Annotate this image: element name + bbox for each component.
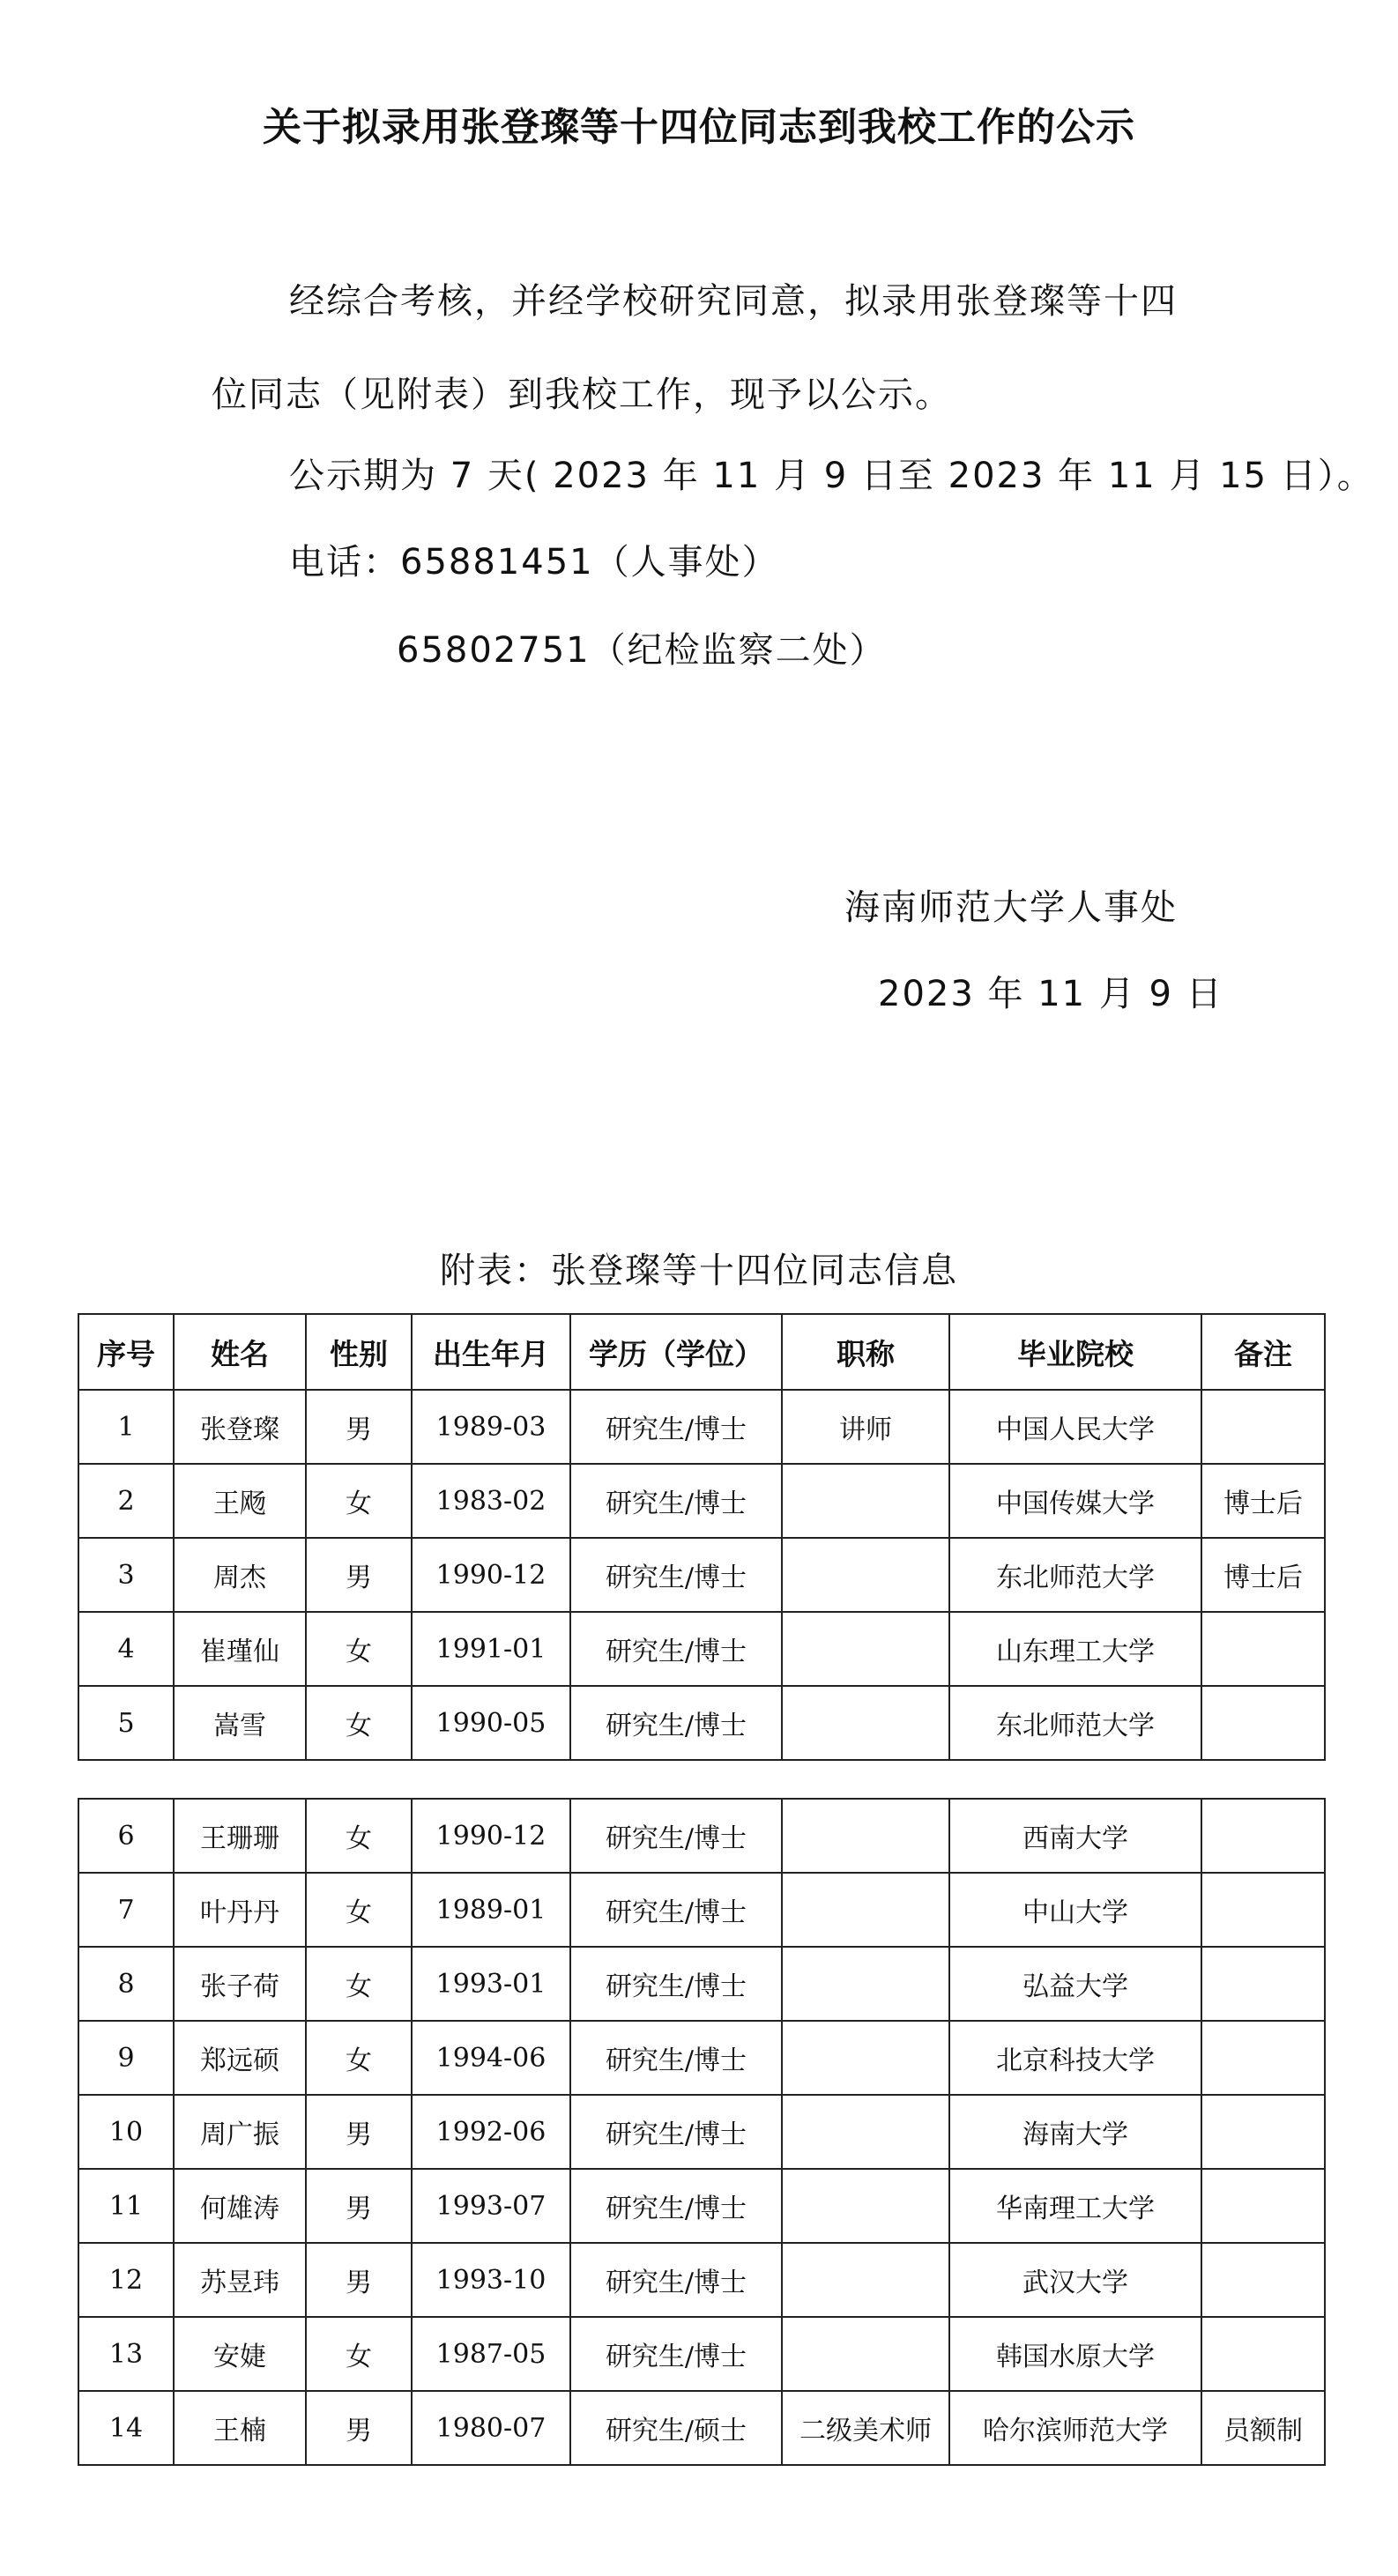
serial-cell: 14 bbox=[78, 2391, 174, 2465]
header-cell: 序号 bbox=[78, 1314, 174, 1390]
title-cell bbox=[782, 2169, 949, 2243]
staff-table-part-2 bbox=[78, 1798, 1326, 2466]
gender-cell: 男 bbox=[306, 2169, 412, 2243]
phone-discipline-text: 65802751（纪检监察二处） bbox=[397, 630, 887, 671]
birth-cell: 1994-06 bbox=[412, 2021, 570, 2095]
birth-cell: 1993-01 bbox=[412, 1947, 570, 2021]
birth-cell: 1989-01 bbox=[412, 1873, 570, 1947]
title-cell: 二级美术师 bbox=[782, 2391, 949, 2465]
title-cell bbox=[782, 1686, 949, 1760]
gender-cell: 男 bbox=[306, 1390, 412, 1464]
staff-table-part-1 bbox=[78, 1313, 1326, 1761]
serial-cell: 13 bbox=[78, 2317, 174, 2391]
body-paragraph-1-line-1: 经综合考核，并经学校研究同意，拟录用张登璨等十四 bbox=[289, 281, 1178, 322]
table-row bbox=[78, 2021, 1325, 2095]
table-row bbox=[78, 2391, 1325, 2465]
note-cell bbox=[1201, 1947, 1325, 2021]
note-cell bbox=[1201, 2095, 1325, 2169]
table-row bbox=[78, 1612, 1325, 1686]
title-cell bbox=[782, 2095, 949, 2169]
birth-cell: 1993-07 bbox=[412, 2169, 570, 2243]
title-cell bbox=[782, 1799, 949, 1873]
header-cell: 学历（学位） bbox=[570, 1314, 782, 1390]
table-row bbox=[78, 1873, 1325, 1947]
school-cell: 韩国水原大学 bbox=[949, 2317, 1201, 2391]
title-cell bbox=[782, 1947, 949, 2021]
school-cell: 北京科技大学 bbox=[949, 2021, 1201, 2095]
note-cell bbox=[1201, 1799, 1325, 1873]
birth-cell: 1993-10 bbox=[412, 2243, 570, 2317]
name-cell: 崔瑾仙 bbox=[174, 1612, 306, 1686]
school-cell: 东北师范大学 bbox=[949, 1538, 1201, 1612]
note-cell bbox=[1201, 1686, 1325, 1760]
header-cell: 职称 bbox=[782, 1314, 949, 1390]
school-cell: 哈尔滨师范大学 bbox=[949, 2391, 1201, 2465]
degree-cell: 研究生/硕士 bbox=[570, 2391, 782, 2465]
header-cell: 备注 bbox=[1201, 1314, 1325, 1390]
school-cell: 华南理工大学 bbox=[949, 2169, 1201, 2243]
birth-cell: 1983-02 bbox=[412, 1464, 570, 1538]
degree-cell: 研究生/博士 bbox=[570, 1873, 782, 1947]
body-paragraph-1-line-2: 位同志（见附表）到我校工作，现予以公示。 bbox=[212, 375, 952, 415]
document-title: 关于拟录用张登璨等十四位同志到我校工作的公示 bbox=[263, 105, 1135, 150]
phone-hr-text: 电话：65881451（人事处） bbox=[289, 542, 779, 583]
birth-cell: 1992-06 bbox=[412, 2095, 570, 2169]
title-cell: 讲师 bbox=[782, 1390, 949, 1464]
header-cell: 毕业院校 bbox=[949, 1314, 1201, 1390]
school-cell: 武汉大学 bbox=[949, 2243, 1201, 2317]
degree-cell: 研究生/博士 bbox=[570, 2021, 782, 2095]
table-row bbox=[78, 2243, 1325, 2317]
table-row bbox=[78, 2169, 1325, 2243]
table-row bbox=[78, 1390, 1325, 1464]
title-cell bbox=[782, 1612, 949, 1686]
table-header-row bbox=[78, 1314, 1325, 1390]
header-cell: 姓名 bbox=[174, 1314, 306, 1390]
school-cell: 中国传媒大学 bbox=[949, 1464, 1201, 1538]
serial-cell: 4 bbox=[78, 1612, 174, 1686]
degree-cell: 研究生/博士 bbox=[570, 1686, 782, 1760]
note-cell: 博士后 bbox=[1201, 1538, 1325, 1612]
issue-date: 2023 年 11 月 9 日 bbox=[878, 974, 1223, 1014]
school-cell: 中山大学 bbox=[949, 1873, 1201, 1947]
serial-cell: 7 bbox=[78, 1873, 174, 1947]
school-cell: 弘益大学 bbox=[949, 1947, 1201, 2021]
title-cell bbox=[782, 2243, 949, 2317]
gender-cell: 女 bbox=[306, 1873, 412, 1947]
note-cell: 员额制 bbox=[1201, 2391, 1325, 2465]
table-row bbox=[78, 1538, 1325, 1612]
degree-cell: 研究生/博士 bbox=[570, 2095, 782, 2169]
header-cell: 性别 bbox=[306, 1314, 412, 1390]
issuing-organization: 海南师范大学人事处 bbox=[844, 887, 1178, 928]
degree-cell: 研究生/博士 bbox=[570, 1464, 782, 1538]
publicity-period-text: 公示期为 7 天( 2023 年 11 月 9 日至 2023 年 11 月 15 日）。 bbox=[289, 456, 1374, 496]
birth-cell: 1980-07 bbox=[412, 2391, 570, 2465]
name-cell: 嵩雪 bbox=[174, 1686, 306, 1760]
serial-cell: 2 bbox=[78, 1464, 174, 1538]
gender-cell: 女 bbox=[306, 1686, 412, 1760]
gender-cell: 男 bbox=[306, 2391, 412, 2465]
name-cell: 张子荷 bbox=[174, 1947, 306, 2021]
table-row bbox=[78, 2317, 1325, 2391]
name-cell: 郑远硕 bbox=[174, 2021, 306, 2095]
serial-cell: 3 bbox=[78, 1538, 174, 1612]
gender-cell: 男 bbox=[306, 1538, 412, 1612]
birth-cell: 1989-03 bbox=[412, 1390, 570, 1464]
note-cell bbox=[1201, 1612, 1325, 1686]
note-cell bbox=[1201, 1873, 1325, 1947]
school-cell: 中国人民大学 bbox=[949, 1390, 1201, 1464]
serial-cell: 8 bbox=[78, 1947, 174, 2021]
gender-cell: 女 bbox=[306, 1464, 412, 1538]
title-cell bbox=[782, 2021, 949, 2095]
name-cell: 安婕 bbox=[174, 2317, 306, 2391]
serial-cell: 5 bbox=[78, 1686, 174, 1760]
name-cell: 王楠 bbox=[174, 2391, 306, 2465]
serial-cell: 9 bbox=[78, 2021, 174, 2095]
table-row bbox=[78, 1947, 1325, 2021]
degree-cell: 研究生/博士 bbox=[570, 1390, 782, 1464]
degree-cell: 研究生/博士 bbox=[570, 1538, 782, 1612]
name-cell: 周广振 bbox=[174, 2095, 306, 2169]
birth-cell: 1987-05 bbox=[412, 2317, 570, 2391]
note-cell bbox=[1201, 2317, 1325, 2391]
degree-cell: 研究生/博士 bbox=[570, 1612, 782, 1686]
school-cell: 西南大学 bbox=[949, 1799, 1201, 1873]
serial-cell: 11 bbox=[78, 2169, 174, 2243]
gender-cell: 女 bbox=[306, 1612, 412, 1686]
table-row bbox=[78, 1464, 1325, 1538]
degree-cell: 研究生/博士 bbox=[570, 1947, 782, 2021]
gender-cell: 女 bbox=[306, 1947, 412, 2021]
name-cell: 王珊珊 bbox=[174, 1799, 306, 1873]
note-cell: 博士后 bbox=[1201, 1464, 1325, 1538]
note-cell bbox=[1201, 2021, 1325, 2095]
birth-cell: 1990-05 bbox=[412, 1686, 570, 1760]
gender-cell: 女 bbox=[306, 2021, 412, 2095]
title-cell bbox=[782, 2317, 949, 2391]
table-caption: 附表：张登璨等十四位同志信息 bbox=[440, 1251, 958, 1291]
birth-cell: 1990-12 bbox=[412, 1799, 570, 1873]
degree-cell: 研究生/博士 bbox=[570, 2317, 782, 2391]
title-cell bbox=[782, 1873, 949, 1947]
table-row bbox=[78, 1686, 1325, 1760]
header-cell: 出生年月 bbox=[412, 1314, 570, 1390]
gender-cell: 女 bbox=[306, 1799, 412, 1873]
degree-cell: 研究生/博士 bbox=[570, 1799, 782, 1873]
serial-cell: 6 bbox=[78, 1799, 174, 1873]
serial-cell: 1 bbox=[78, 1390, 174, 1464]
name-cell: 周杰 bbox=[174, 1538, 306, 1612]
table-row bbox=[78, 2095, 1325, 2169]
title-cell bbox=[782, 1464, 949, 1538]
degree-cell: 研究生/博士 bbox=[570, 2169, 782, 2243]
name-cell: 何雄涛 bbox=[174, 2169, 306, 2243]
school-cell: 山东理工大学 bbox=[949, 1612, 1201, 1686]
gender-cell: 女 bbox=[306, 2317, 412, 2391]
birth-cell: 1991-01 bbox=[412, 1612, 570, 1686]
serial-cell: 10 bbox=[78, 2095, 174, 2169]
gender-cell: 男 bbox=[306, 2095, 412, 2169]
name-cell: 王飏 bbox=[174, 1464, 306, 1538]
name-cell: 叶丹丹 bbox=[174, 1873, 306, 1947]
note-cell bbox=[1201, 2243, 1325, 2317]
note-cell bbox=[1201, 2169, 1325, 2243]
school-cell: 东北师范大学 bbox=[949, 1686, 1201, 1760]
name-cell: 张登璨 bbox=[174, 1390, 306, 1464]
name-cell: 苏昱玮 bbox=[174, 2243, 306, 2317]
school-cell: 海南大学 bbox=[949, 2095, 1201, 2169]
birth-cell: 1990-12 bbox=[412, 1538, 570, 1612]
table-row bbox=[78, 1799, 1325, 1873]
note-cell bbox=[1201, 1390, 1325, 1464]
gender-cell: 男 bbox=[306, 2243, 412, 2317]
degree-cell: 研究生/博士 bbox=[570, 2243, 782, 2317]
title-cell bbox=[782, 1538, 949, 1612]
serial-cell: 12 bbox=[78, 2243, 174, 2317]
